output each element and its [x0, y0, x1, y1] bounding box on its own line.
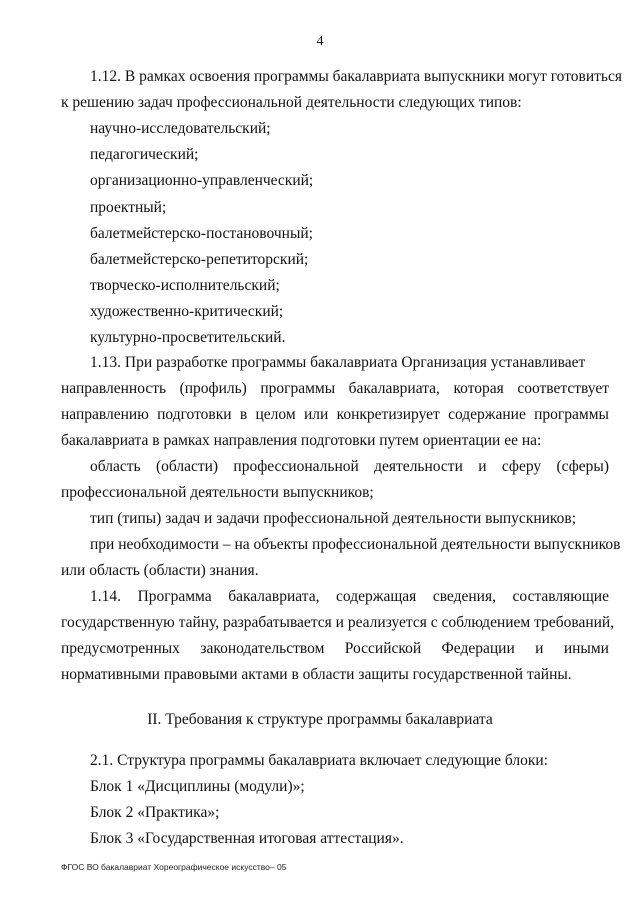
paragraph-1-12-line-2: к решению задач профессиональной деятельности следующих типов:: [61, 94, 522, 111]
word: сферу: [501, 458, 542, 475]
word: направлению: [61, 406, 149, 423]
word: 1.14.: [90, 588, 121, 605]
word: бакалавриата,: [348, 380, 440, 397]
orientation-item-1-line-2: профессиональной деятельности выпускников;: [61, 484, 374, 501]
orientation-item-3-line-2: или область (области) знания.: [61, 562, 259, 579]
block-3: Блок 3 «Государственная итоговая аттестация».: [90, 830, 404, 847]
paragraph-2-1: 2.1. Структура программы бакалавриата включает следующие блоки:: [90, 752, 548, 769]
word: иными: [563, 640, 609, 657]
word: (сферы): [556, 458, 609, 475]
word: Программа: [137, 588, 212, 605]
block-2: Блок 2 «Практика»;: [90, 804, 220, 821]
word: подготовки: [157, 406, 232, 423]
list-item: педагогический;: [90, 146, 199, 163]
word: направленность: [61, 380, 167, 397]
paragraph-1-13-line-2: [61, 379, 609, 399]
paragraph-1-14-line-1: [90, 587, 609, 607]
word: (профиль): [179, 380, 247, 397]
word: область: [90, 458, 141, 475]
paragraph-1-14-line-4: нормативными правовыми актами в области защиты государственной тайны.: [61, 666, 572, 683]
word: профессиональной: [233, 458, 359, 475]
paragraph-1-12-line-1: 1.12. В рамках освоения программы бакалавриата выпускники могут готовиться: [90, 68, 623, 85]
section-title: II. Требования к структуре программы бакалавриата: [147, 711, 493, 728]
paragraph-1-13-line-4: бакалавриата в рамках направления подготовки путем ориентации ее на:: [61, 432, 542, 449]
orientation-item-2: тип (типы) задач и задачи профессиональной деятельности выпускников;: [90, 510, 577, 527]
word: конкретизирует: [336, 406, 440, 423]
paragraph-1-13-line-1: 1.13. При разработке программы бакалавриата Организация устанавливает: [90, 354, 586, 371]
list-item: проектный;: [90, 199, 167, 216]
word: содержание: [448, 406, 526, 423]
word: программы: [260, 380, 336, 397]
word: содержащая: [336, 588, 417, 605]
word: в: [239, 406, 248, 423]
word: составляющие: [512, 588, 609, 605]
word: (области): [155, 458, 219, 475]
paragraph-1-14-line-3: [61, 639, 609, 659]
word: программы: [534, 406, 609, 423]
paragraph-1-14-line-2: государственную тайну, разрабатывается и реализуется с соблюдением требований,: [61, 614, 615, 631]
orientation-item-1-line-1: [90, 457, 609, 477]
word: сведения,: [432, 588, 496, 605]
list-item: балетмейстерско-репетиторский;: [90, 251, 309, 268]
word: или: [303, 406, 329, 423]
word: которая: [453, 380, 504, 397]
word: целом: [255, 406, 296, 423]
word: бакалавриата,: [228, 588, 320, 605]
page-number: 4: [316, 34, 324, 49]
word: Российской: [344, 640, 422, 657]
page-footer: ФГОС ВО бакалавриат Хореографическое искусство– 05: [61, 862, 287, 872]
list-item: культурно-просветительский.: [90, 329, 286, 346]
word: и: [535, 640, 544, 657]
word: деятельности: [374, 458, 463, 475]
word: Федерации: [441, 640, 515, 657]
list-item: балетмейстерско-постановочный;: [90, 225, 313, 242]
paragraph-1-13-line-3: [61, 405, 609, 425]
block-1: Блок 1 «Дисциплины (модули)»;: [90, 778, 305, 795]
word: и: [478, 458, 487, 475]
list-item: организационно-управленческий;: [90, 172, 314, 189]
list-item: творческо-исполнительский;: [90, 277, 280, 294]
word: законодательством: [200, 640, 325, 657]
word: предусмотренных: [61, 640, 180, 657]
orientation-item-3-line-1: при необходимости – на объекты профессиональной деятельности выпускников: [90, 536, 621, 553]
list-item: научно-исследовательский;: [90, 120, 271, 137]
list-item: художественно-критический;: [90, 303, 284, 320]
word: соответствует: [517, 380, 609, 397]
